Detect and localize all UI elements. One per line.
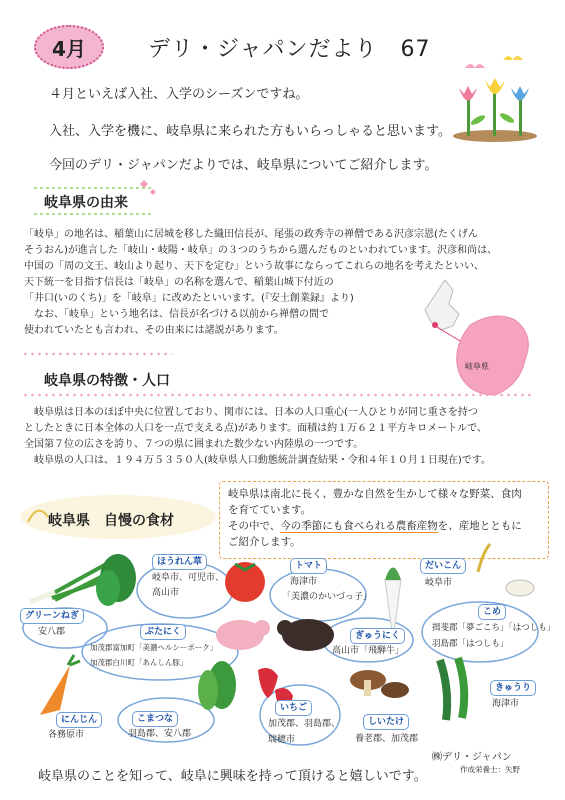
author-credit: 作成栄養士：矢野	[460, 765, 520, 774]
month-badge	[34, 25, 104, 69]
paragraph-line: 天下統一を目指す信長は「岐阜」の名称を選んで、稲葉山城下付近の	[24, 277, 334, 288]
callout-line: ご紹介します。	[228, 536, 301, 548]
food-tag-tomato: トマト	[290, 558, 327, 574]
rice-icon	[478, 544, 534, 596]
tomato-icon	[225, 562, 265, 602]
food-origin: 海津市	[290, 577, 318, 587]
paragraph-line: としたときに日本全体の人口を一点で支える点)があります。面積は約１万６２１平方キロメートルで、	[24, 423, 487, 434]
callout-highlight: 今の季節にも食べられる農畜産物	[280, 520, 438, 532]
paragraph-line: なお、「岐阜」という地名は、信長が名づける以前から禅僧の間で	[24, 309, 329, 320]
food-tag-beef: ぎゅうにく	[350, 628, 405, 644]
food-origin: 揖斐郡「夢ごこち」「はつしも」	[432, 623, 556, 633]
company-name: ㈱デリ・ジャパン	[432, 752, 512, 763]
food-origin: 高山市	[152, 588, 180, 598]
food-origin: 安八郡	[38, 627, 66, 637]
shiitake-icon	[350, 670, 409, 698]
paragraph-line: 「岐阜」の地名は、稲葉山に居城を移した織田信長が、尾張の政秀寺の禅僧である沢彦宗恩(たくげん	[24, 229, 478, 240]
paragraph-line: 「井口(いのくち)」を「岐阜」に改めたといいます。(『安土創業録』より)	[24, 293, 354, 304]
callout-text: を、産地とともに	[437, 520, 522, 532]
food-origin: 加茂郡富加町「美濃ヘルシーポーク」	[90, 643, 218, 652]
food-origin: 高山市「飛騨牛」	[332, 646, 405, 656]
paragraph-line: 岐阜県の人口は、１９４万５３５０人(岐阜県人口動態統計調査結果・令和４年１０月１日現在)です。	[24, 455, 492, 466]
features-paragraph	[24, 405, 549, 469]
page-title: デリ・ジャパンだより 67	[148, 37, 431, 62]
carrot-icon	[40, 655, 80, 715]
paragraph-line: 中国の「周の文王、岐山より起り、天下を定む」という故事にならってこれらの地名を考えたといい、	[24, 261, 484, 272]
food-origin: 羽島郡「はつしも」	[432, 639, 509, 649]
food-tag-daikon: だいこん	[420, 558, 466, 574]
closing-message: 岐阜県のことを知って、岐阜に興味を持って頂けると嬉しいです。	[38, 769, 427, 784]
food-origin: 加茂郡、羽島郡、	[268, 719, 341, 729]
food-origin: 羽島郡、安八郡	[128, 729, 192, 739]
food-tag-shiitake: しいたけ	[363, 714, 409, 730]
callout-line: を育てています。	[228, 504, 312, 516]
month-label: 4月	[52, 36, 86, 61]
food-origin: 加茂郡白川町「あんしん豚」	[90, 658, 188, 667]
food-tag-carrot: にんじん	[56, 712, 102, 728]
callout-line	[228, 518, 540, 534]
paragraph-line: 全国第７位の広さを誇り、７つの県に囲まれた数少ない内陸県の一つです。	[24, 439, 364, 450]
food-brand: 「美濃のかいづっ子」	[282, 592, 372, 602]
section-title-features: 岐阜県の特徴・人口	[44, 373, 170, 389]
komatsuna-icon	[198, 661, 236, 710]
butterfly-icon	[465, 64, 485, 68]
cow-icon	[277, 619, 334, 651]
intro-line: ４月といえば入社、入学のシーズンですね。	[49, 87, 309, 102]
food-origin: 岐阜市	[425, 578, 453, 588]
callout-text: その中で、	[228, 520, 281, 532]
pig-icon	[216, 620, 270, 650]
butterfly-icon	[503, 56, 523, 60]
callout-line: 岐阜県は南北に長く、豊かな自然を生かして様々な野菜、食肉	[228, 488, 522, 500]
food-origin: 海津市	[492, 699, 520, 709]
intro-line: 入社、入学を機に、岐阜県に来られた方もいらっしゃると思います。	[49, 124, 451, 139]
dotted-divider	[22, 351, 172, 357]
food-origin: 岐阜市、可児市、	[152, 573, 225, 583]
map-label: 岐阜県	[465, 362, 489, 371]
food-tag-green-onion: グリーンねぎ	[20, 608, 84, 624]
food-tag-rice: こめ	[478, 604, 506, 620]
food-origin: 瑞穂市	[268, 735, 296, 745]
tulip-illustration	[445, 48, 545, 143]
section-title-origin: 岐阜県の由来	[44, 195, 128, 211]
food-tag-komatsuna: こまつな	[132, 711, 178, 727]
food-origin: 養老郡、加茂郡	[355, 734, 419, 744]
dotted-divider	[22, 392, 532, 398]
paragraph-line: 使われていたとも言われ、その由来には諸説があります。	[24, 325, 284, 336]
spinach-icon	[96, 554, 136, 606]
gifu-map	[395, 270, 545, 405]
section-title-foods: 岐阜県 自慢の食材	[48, 513, 174, 529]
food-tag-spinach: ほうれん草	[152, 554, 207, 570]
intro-line: 今回のデリ・ジャパンだよりでは、岐阜県についてご紹介します。	[49, 158, 438, 173]
paragraph-line: そうおん)が進言した「岐山・岐陽・岐阜」の３つのうちから選んだものといわれています。沢彦和尚は、	[24, 245, 498, 256]
paragraph-line: 岐阜県は日本のほぼ中央に位置しており、関市には、日本の人口重心(一人ひとりが同じ重さを持つ	[24, 407, 478, 418]
food-tag-pork: ぶたにく	[140, 624, 186, 640]
food-tag-cucumber: きゅうり	[490, 680, 536, 696]
cucumber-icon	[440, 658, 464, 720]
food-tag-strawberry: いちご	[275, 700, 312, 716]
food-origin: 各務原市	[48, 730, 85, 740]
